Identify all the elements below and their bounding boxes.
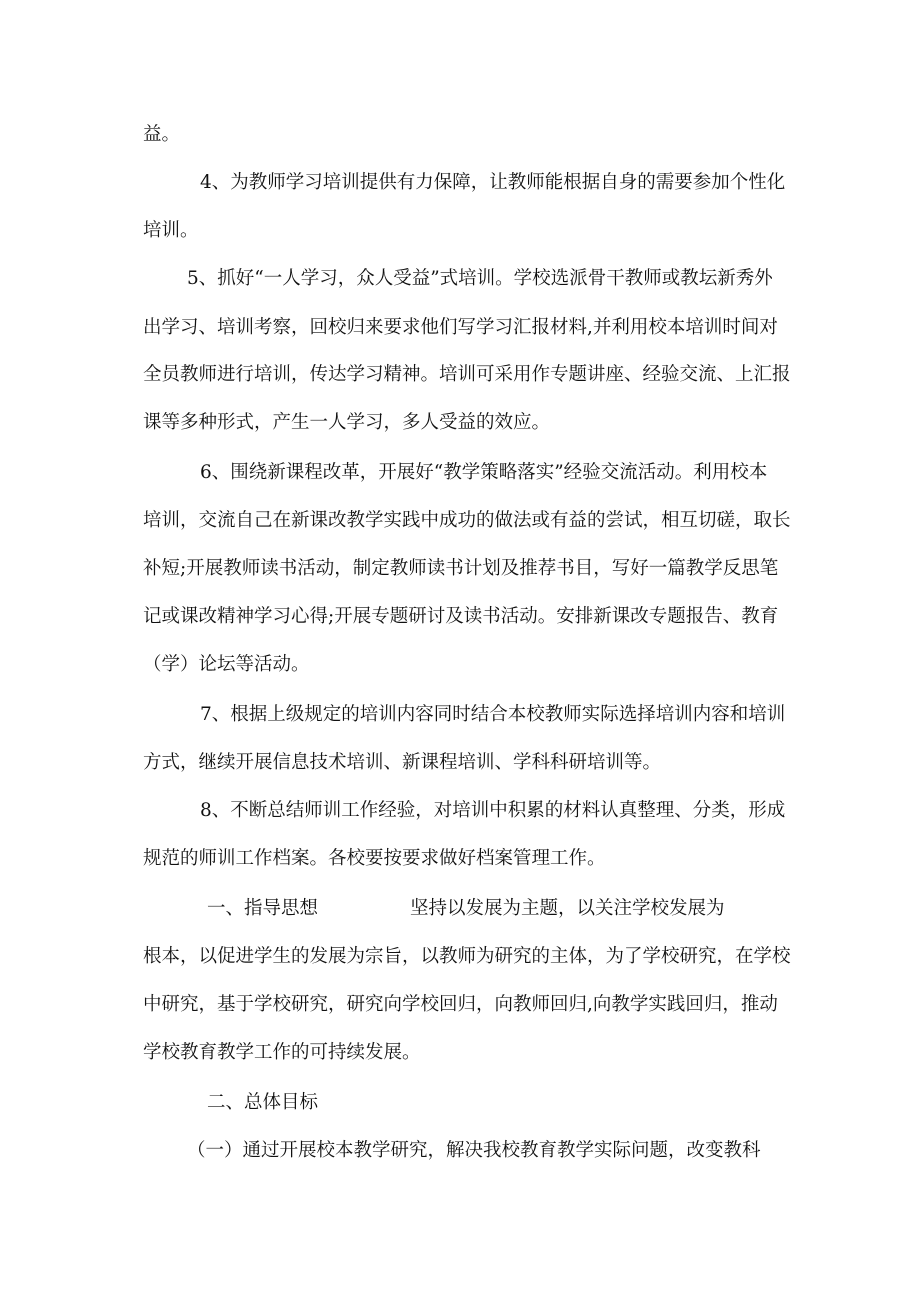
text-line: 记或课改精神学习心得;开展专题研讨及读书活动。安排新课改专题报告、教育	[143, 606, 779, 627]
text-line: 补短;开展教师读书活动，制定教师读书计划及推荐书目，写好一篇教学反思笔	[143, 558, 779, 579]
text-line: 出学习、培训考察，回校归来要求他们写学习汇报材料,并利用校本培训时间对	[143, 317, 778, 338]
text-line: 培训，交流自己在新课改教学实践中成功的做法或有益的尝试，相互切磋，取长	[143, 510, 791, 531]
text-line: 根本，以促进学生的发展为宗旨，以教师为研究的主体，为了学校研究，在学校	[143, 946, 791, 967]
text-line: 5、抓好“一人学习，众人受益”式培训。学校选派骨干教师或教坛新秀外	[187, 268, 773, 289]
text-line: 全员教师进行培训，传达学习精神。培训可采用作专题讲座、经验交流、上汇报	[143, 364, 791, 385]
text-line: 7、根据上级规定的培训内容同时结合本校教师实际选择培训内容和培训	[200, 704, 786, 725]
text-line: 8、不断总结师训工作经验，对培训中积累的材料认真整理、分类，形成	[200, 800, 786, 821]
section-first-line: 坚持以发展为主题，以关注学校发展为	[410, 898, 725, 919]
text-line: 规范的师训工作档案。各校要按要求做好档案管理工作。	[143, 848, 606, 869]
text-line: （学）论坛等活动。	[143, 654, 310, 675]
section-heading-guiding-ideology: 一、指导思想	[207, 898, 319, 919]
text-line: 课等多种形式，产生一人学习，多人受益的效应。	[143, 412, 551, 433]
text-line: 6、围绕新课程改革，开展好“教学策略落实”经验交流活动。利用校本	[200, 462, 768, 483]
text-line: 方式，继续开展信息技术培训、新课程培训、学科科研培训等。	[143, 752, 662, 773]
text-line: 学校教育教学工作的可持续发展。	[143, 1042, 421, 1063]
text-line: 中研究，基于学校研究，研究向学校回归，向教师回归,向教学实践回归，推动	[143, 994, 778, 1015]
text-line: 4、为教师学习培训提供有力保障，让教师能根据自身的需要参加个性化	[200, 172, 786, 193]
text-line: （一）通过开展校本教学研究，解决我校教育教学实际问题，改变教科	[187, 1140, 761, 1161]
text-line: 培训。	[143, 220, 199, 241]
section-heading-overall-goal: 二、总体目标	[207, 1092, 319, 1113]
text-line: 益。	[143, 124, 181, 145]
